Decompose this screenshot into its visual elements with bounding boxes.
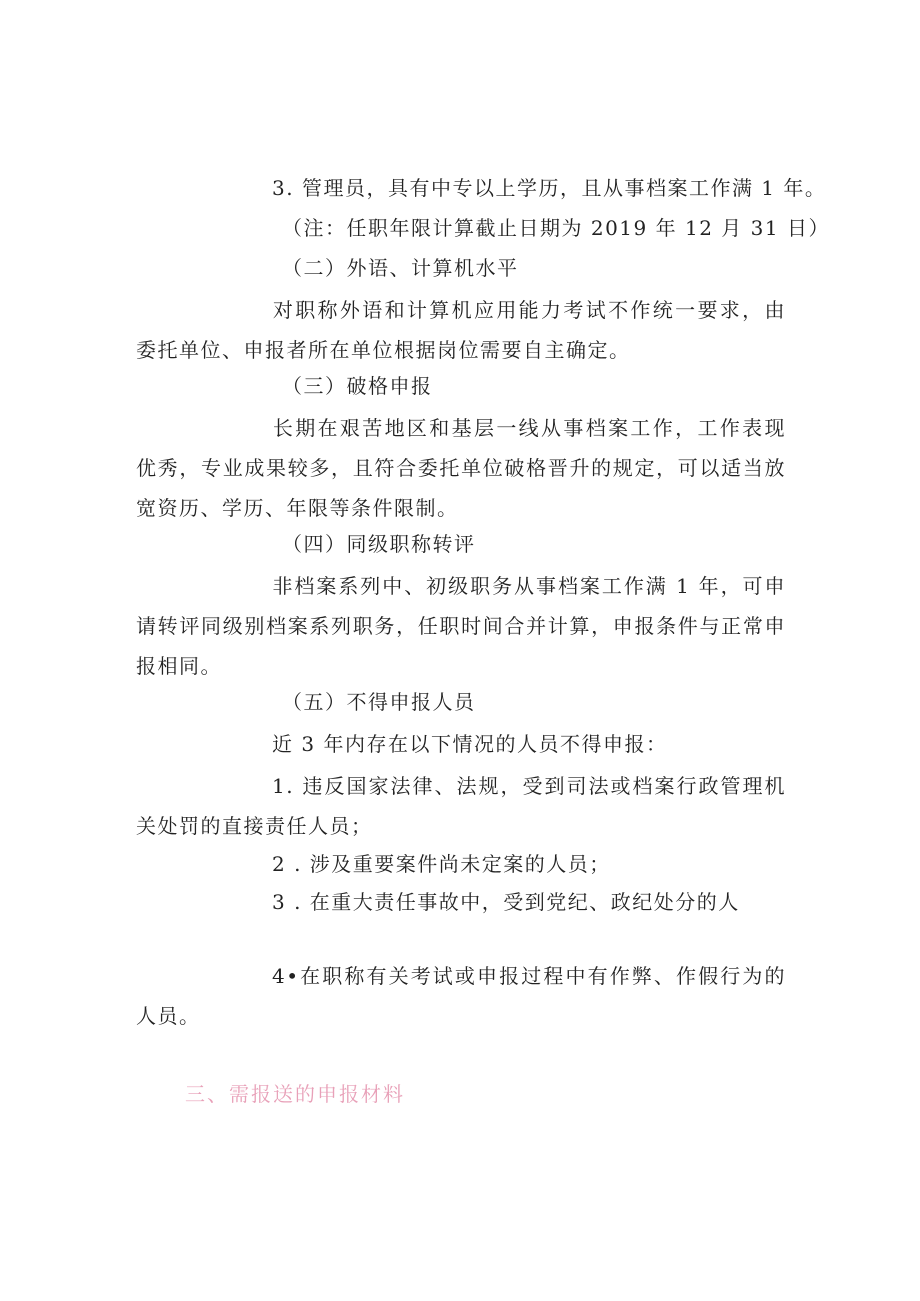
section-2-body xyxy=(136,290,786,370)
exclusion-3: 3 . 在重大责任事故中，受到党纪、政纪处分的人 xyxy=(272,890,740,914)
section-2-title: （二）外语、计算机水平 xyxy=(282,256,519,280)
note-deadline: （注：任职年限计算截止日期为 2019 年 12 月 31 日） xyxy=(282,216,830,240)
exclusion-4 xyxy=(136,956,786,1036)
section-5-title: （五）不得申报人员 xyxy=(282,690,476,714)
item-3-manager: 3. 管理员，具有中专以上学历，且从事档案工作满 1 年。 xyxy=(272,176,827,200)
section-4-title: （四）同级职称转评 xyxy=(282,532,476,556)
exclusion-4-text: 4•在职称有关考试或申报过程中有作弊、作假行为的人员。 xyxy=(136,964,786,1028)
section-3-body-text: 长期在艰苦地区和基层一线从事档案工作，工作表现优秀，专业成果较多，且符合委托单位破格晋升的规定，可以适当放宽资历、学历、年限等条件限制。 xyxy=(136,416,786,520)
exclusion-1 xyxy=(136,766,786,846)
section-3-body xyxy=(136,408,786,528)
part-3-heading: 三、需报送的申报材料 xyxy=(185,1082,405,1106)
exclusion-2: 2 . 涉及重要案件尚未定案的人员； xyxy=(272,852,611,876)
exclusion-1-text: 1. 违反国家法律、法规，受到司法或档案行政管理机关处罚的直接责任人员； xyxy=(136,774,786,838)
section-4-body xyxy=(136,566,786,686)
section-2-body-text: 对职称外语和计算机应用能力考试不作统一要求，由委托单位、申报者所在单位根据岗位需要自主确定。 xyxy=(136,298,786,362)
section-3-title: （三）破格申报 xyxy=(282,374,433,398)
section-4-body-text: 非档案系列中、初级职务从事档案工作满 1 年，可申请转评同级别档案系列职务，任职时间合并计算，申报条件与正常申报相同。 xyxy=(136,574,786,678)
section-5-intro: 近 3 年内存在以下情况的人员不得申报： xyxy=(272,732,668,756)
